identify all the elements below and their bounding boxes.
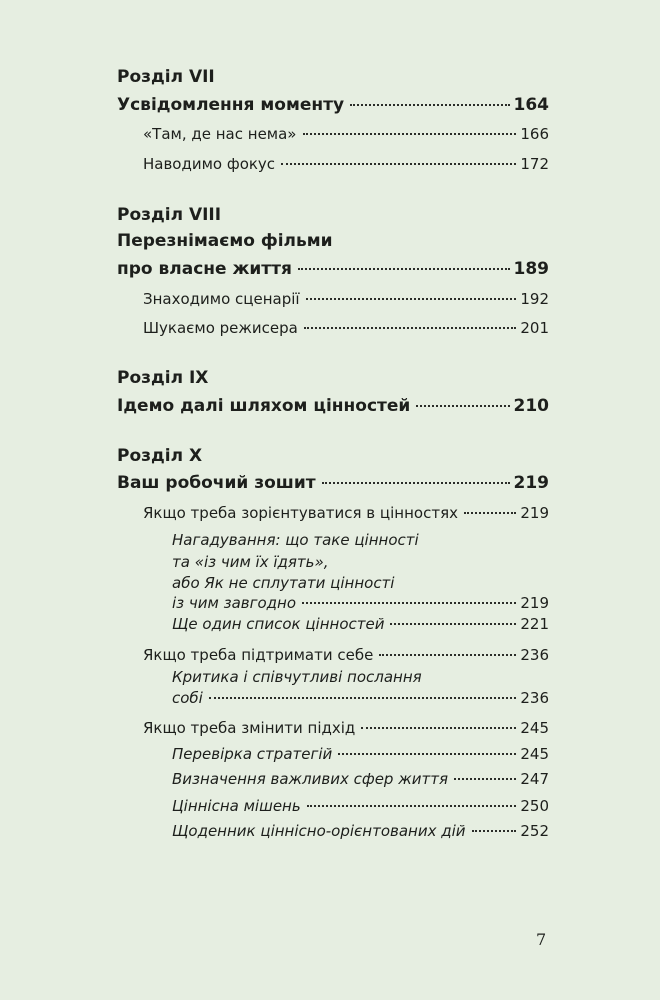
toc-entry	[143, 503, 549, 523]
section-label: Розділ VII	[117, 67, 215, 87]
toc-entry-title: Знаходимо сценарії	[143, 290, 300, 308]
toc-entry-title: Якщо треба підтримати себе	[143, 646, 374, 664]
toc-entry	[172, 796, 549, 816]
toc-entry-title: Наводимо фокус	[143, 155, 276, 173]
toc-entry	[172, 593, 549, 613]
toc-entry	[143, 645, 549, 665]
toc-entry-title: із чим завгодно	[172, 594, 297, 612]
toc-entry-title: Якщо треба змінити підхід	[143, 719, 356, 737]
page-number: 7	[536, 930, 547, 949]
toc-entry-title: Щоденник ціннісно-орієнтованих дій	[172, 822, 466, 840]
toc-entry	[143, 718, 549, 738]
toc-entry	[117, 259, 549, 279]
toc-entry-title: Усвідомлення моменту	[117, 95, 345, 115]
toc-entry-title: Перезнімаємо фільми	[117, 231, 333, 251]
toc-entry	[117, 95, 549, 115]
toc-entry	[117, 473, 549, 493]
toc-entry	[143, 318, 549, 338]
toc-entry-title: Ваш робочий зошит	[117, 473, 316, 493]
toc-entry-title: собі	[172, 689, 203, 707]
toc-entry-title: «Там, де нас нема»	[143, 125, 297, 143]
toc-entry-page: 245	[520, 745, 549, 763]
toc-entry-page: 236	[520, 646, 549, 664]
toc-entry-page: 236	[520, 689, 549, 707]
toc-entry-title: Ідемо далі шляхом цінностей	[117, 396, 411, 416]
toc-entry-page: 172	[520, 155, 549, 173]
toc-entry-title: про власне життя	[117, 259, 292, 279]
toc-entry-title: Нагадування: що таке цінності	[172, 531, 419, 549]
toc-entry-title: Перевірка стратегій	[172, 745, 333, 763]
toc-entry-page: 221	[520, 615, 549, 633]
section-label: Розділ X	[117, 446, 203, 466]
section-label: Розділ VIII	[117, 205, 222, 225]
section-label: Розділ IX	[117, 368, 209, 388]
toc-entry-page: 219	[513, 473, 549, 493]
toc-entry-page: 192	[520, 290, 549, 308]
toc-entry	[143, 124, 549, 144]
toc-entry	[117, 396, 549, 416]
toc-entry-page: 219	[520, 504, 549, 522]
toc-entry	[143, 289, 549, 309]
toc-entry-page: 219	[520, 594, 549, 612]
toc-entry-page: 247	[520, 770, 549, 788]
toc-entry-title: Визначення важливих сфер життя	[172, 770, 448, 788]
toc-entry	[172, 769, 549, 789]
toc-entry-title: Ще один список цінностей	[172, 615, 385, 633]
toc-entry-page: 166	[520, 125, 549, 143]
toc-entry-page: 201	[520, 319, 549, 337]
toc-entry-title: та «із чим їх їдять»,	[172, 553, 329, 571]
toc-entry-title: або Як не сплутати цінності	[172, 574, 395, 592]
toc-entry-title: Критика і співчутливі послання	[172, 668, 422, 686]
toc-entry-page: 164	[513, 95, 549, 115]
toc-entry-page: 210	[513, 396, 549, 416]
toc-entry-page: 250	[520, 797, 549, 815]
toc-entry-page: 252	[520, 822, 549, 840]
toc-entry-title: Шукаємо режисера	[143, 319, 298, 337]
toc-entry	[172, 744, 549, 764]
toc-entry-title: Ціннісна мішень	[172, 797, 301, 815]
toc-entry-page: 189	[513, 259, 549, 279]
toc-entry	[172, 688, 549, 708]
toc-entry-page: 245	[520, 719, 549, 737]
toc-entry	[143, 154, 549, 174]
toc-entry	[172, 821, 549, 841]
toc-entry-title: Якщо треба зорієнтуватися в цінностях	[143, 504, 458, 522]
toc-entry	[172, 614, 549, 634]
